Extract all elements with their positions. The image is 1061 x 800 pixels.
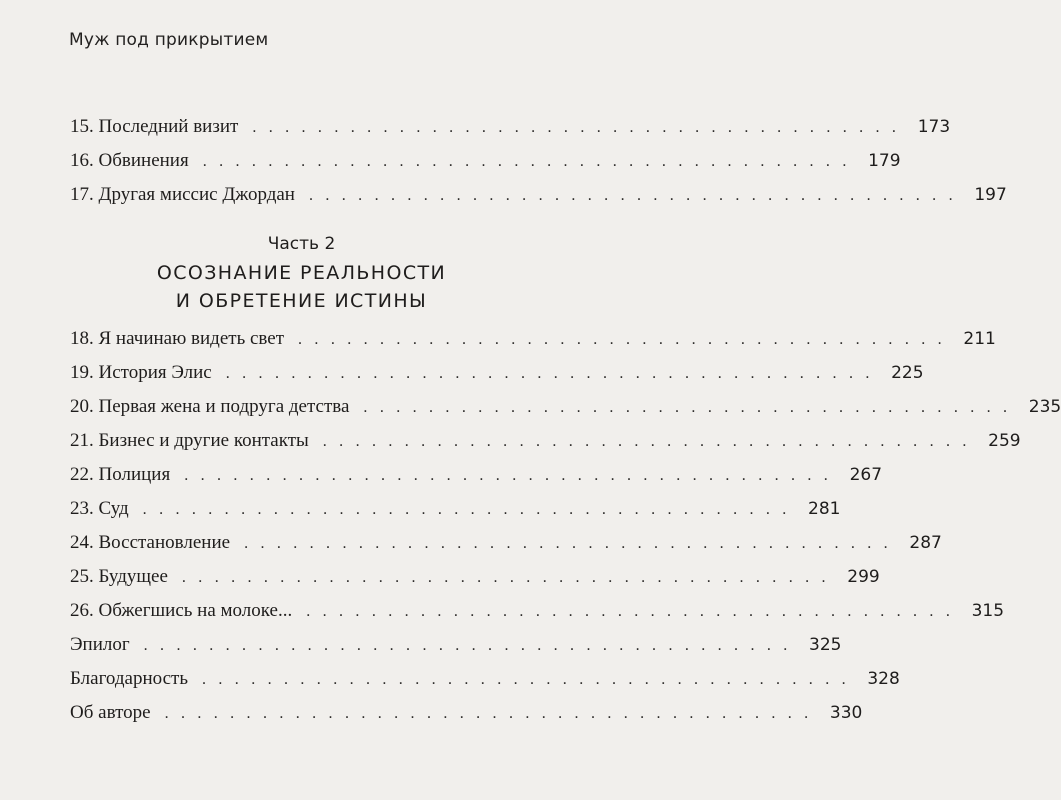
toc-entry-acknowledgements[interactable] <box>70 668 900 698</box>
toc-entry-title: 18. Я начинаю видеть свет <box>70 328 285 349</box>
toc-entry-19[interactable] <box>70 362 924 392</box>
part-title-line-1: ОСОЗНАНИЕ РЕАЛЬНОСТИ <box>156 262 447 284</box>
toc-entry-title: 15. Последний визит <box>70 116 239 137</box>
toc-entry-page: 328 <box>867 669 900 689</box>
toc-entry-title: 26. Обжегшись на молоке... <box>70 600 293 621</box>
dot-leader: . . . . . . . . . . . . . . . . . . . . . . . . . . . . . . . . . . . . . . . . <box>322 433 971 450</box>
dot-leader: . . . . . . . . . . . . . . . . . . . . . . . . . . . . . . . . . . . . . . . . <box>181 569 830 586</box>
toc-entry-17[interactable] <box>70 184 1007 214</box>
dot-leader: . . . . . . . . . . . . . . . . . . . . . . . . . . . . . . . . . . . . . . . . <box>298 331 946 348</box>
toc-entry-page: 299 <box>847 567 880 587</box>
toc-entry-page: 259 <box>988 431 1021 451</box>
toc-entry-page: 325 <box>809 635 842 655</box>
toc-entry-23[interactable] <box>70 498 841 528</box>
toc-entry-title: Об авторе <box>70 702 151 723</box>
toc-entry-24[interactable] <box>70 532 942 562</box>
toc-entry-page: 287 <box>909 533 942 553</box>
toc-entry-page: 211 <box>963 329 996 349</box>
dot-leader: . . . . . . . . . . . . . . . . . . . . . . . . . . . . . . . . . . . . . . . . <box>143 637 792 654</box>
toc-entry-page: 281 <box>808 499 841 519</box>
toc-entry-title: 20. Первая жена и подруга детства <box>70 396 350 417</box>
toc-entry-title: 17. Другая миссис Джордан <box>70 184 295 205</box>
toc-entry-page: 315 <box>971 601 1005 621</box>
toc-entry-page: 179 <box>868 151 901 171</box>
toc-entry-title: Эпилог <box>70 634 130 655</box>
dot-leader: . . . . . . . . . . . . . . . . . . . . . . . . . . . . . . . . . . . . . . . . <box>308 187 957 204</box>
dot-leader: . . . . . . . . . . . . . . . . . . . . . . . . . . . . . . . . . . . . . . . . <box>142 501 791 518</box>
toc-entry-15[interactable] <box>70 116 951 146</box>
toc-entry-epilogue[interactable] <box>70 634 842 664</box>
toc-entry-title: 24. Восстановление <box>70 532 231 553</box>
dot-leader: . . . . . . . . . . . . . . . . . . . . . . . . . . . . . . . . . . . . . . . . <box>244 535 892 552</box>
toc-entry-title: 21. Бизнес и другие контакты <box>70 430 309 451</box>
toc-entry-title: Благодарность <box>70 668 188 689</box>
toc-entry-26[interactable] <box>70 600 1005 630</box>
toc-entry-about-author[interactable] <box>70 702 863 732</box>
toc-entry-title: 16. Обвинения <box>70 150 189 171</box>
toc-entry-22[interactable] <box>70 464 883 494</box>
toc-entry-page: 225 <box>891 363 924 383</box>
toc-entry-page: 267 <box>849 465 883 485</box>
toc-entry-25[interactable] <box>70 566 880 596</box>
dot-leader: . . . . . . . . . . . . . . . . . . . . . . . . . . . . . . . . . . . . . . . . <box>202 153 851 170</box>
toc-entry-16[interactable] <box>70 150 901 180</box>
toc-entry-page: 197 <box>974 185 1007 205</box>
toc-entry-page: 235 <box>1028 397 1061 417</box>
dot-leader: . . . . . . . . . . . . . . . . . . . . . . . . . . . . . . . . . . . . . . . . <box>252 119 901 136</box>
toc-entry-18[interactable] <box>70 328 996 358</box>
dot-leader: . . . . . . . . . . . . . . . . . . . . . . . . . . . . . . . . . . . . . . . . <box>202 671 850 688</box>
dot-leader: . . . . . . . . . . . . . . . . . . . . . . . . . . . . . . . . . . . . . . . . <box>306 603 955 620</box>
dot-leader: . . . . . . . . . . . . . . . . . . . . . . . . . . . . . . . . . . . . . . . . <box>164 705 813 722</box>
toc-entry-title: 19. История Элис <box>70 362 212 383</box>
dot-leader: . . . . . . . . . . . . . . . . . . . . . . . . . . . . . . . . . . . . . . . . <box>363 399 1012 416</box>
toc-entry-page: 173 <box>917 117 951 137</box>
dot-leader: . . . . . . . . . . . . . . . . . . . . . . . . . . . . . . . . . . . . . . . . <box>225 365 874 382</box>
toc-entry-title: 23. Суд <box>70 498 129 519</box>
part-title-line-2: И ОБРЕТЕНИЕ ИСТИНЫ <box>175 290 428 312</box>
toc-entry-title: 25. Будущее <box>70 566 168 587</box>
toc-entry-title: 22. Полиция <box>70 464 171 485</box>
toc-entry-20[interactable] <box>70 396 1061 426</box>
running-head: Муж под прикрытием <box>69 30 269 50</box>
toc-entry-21[interactable] <box>70 430 1021 460</box>
part-label: Часть 2 <box>267 234 336 254</box>
dot-leader: . . . . . . . . . . . . . . . . . . . . . . . . . . . . . . . . . . . . . . . . <box>184 467 833 484</box>
toc-entry-page: 330 <box>829 703 863 723</box>
